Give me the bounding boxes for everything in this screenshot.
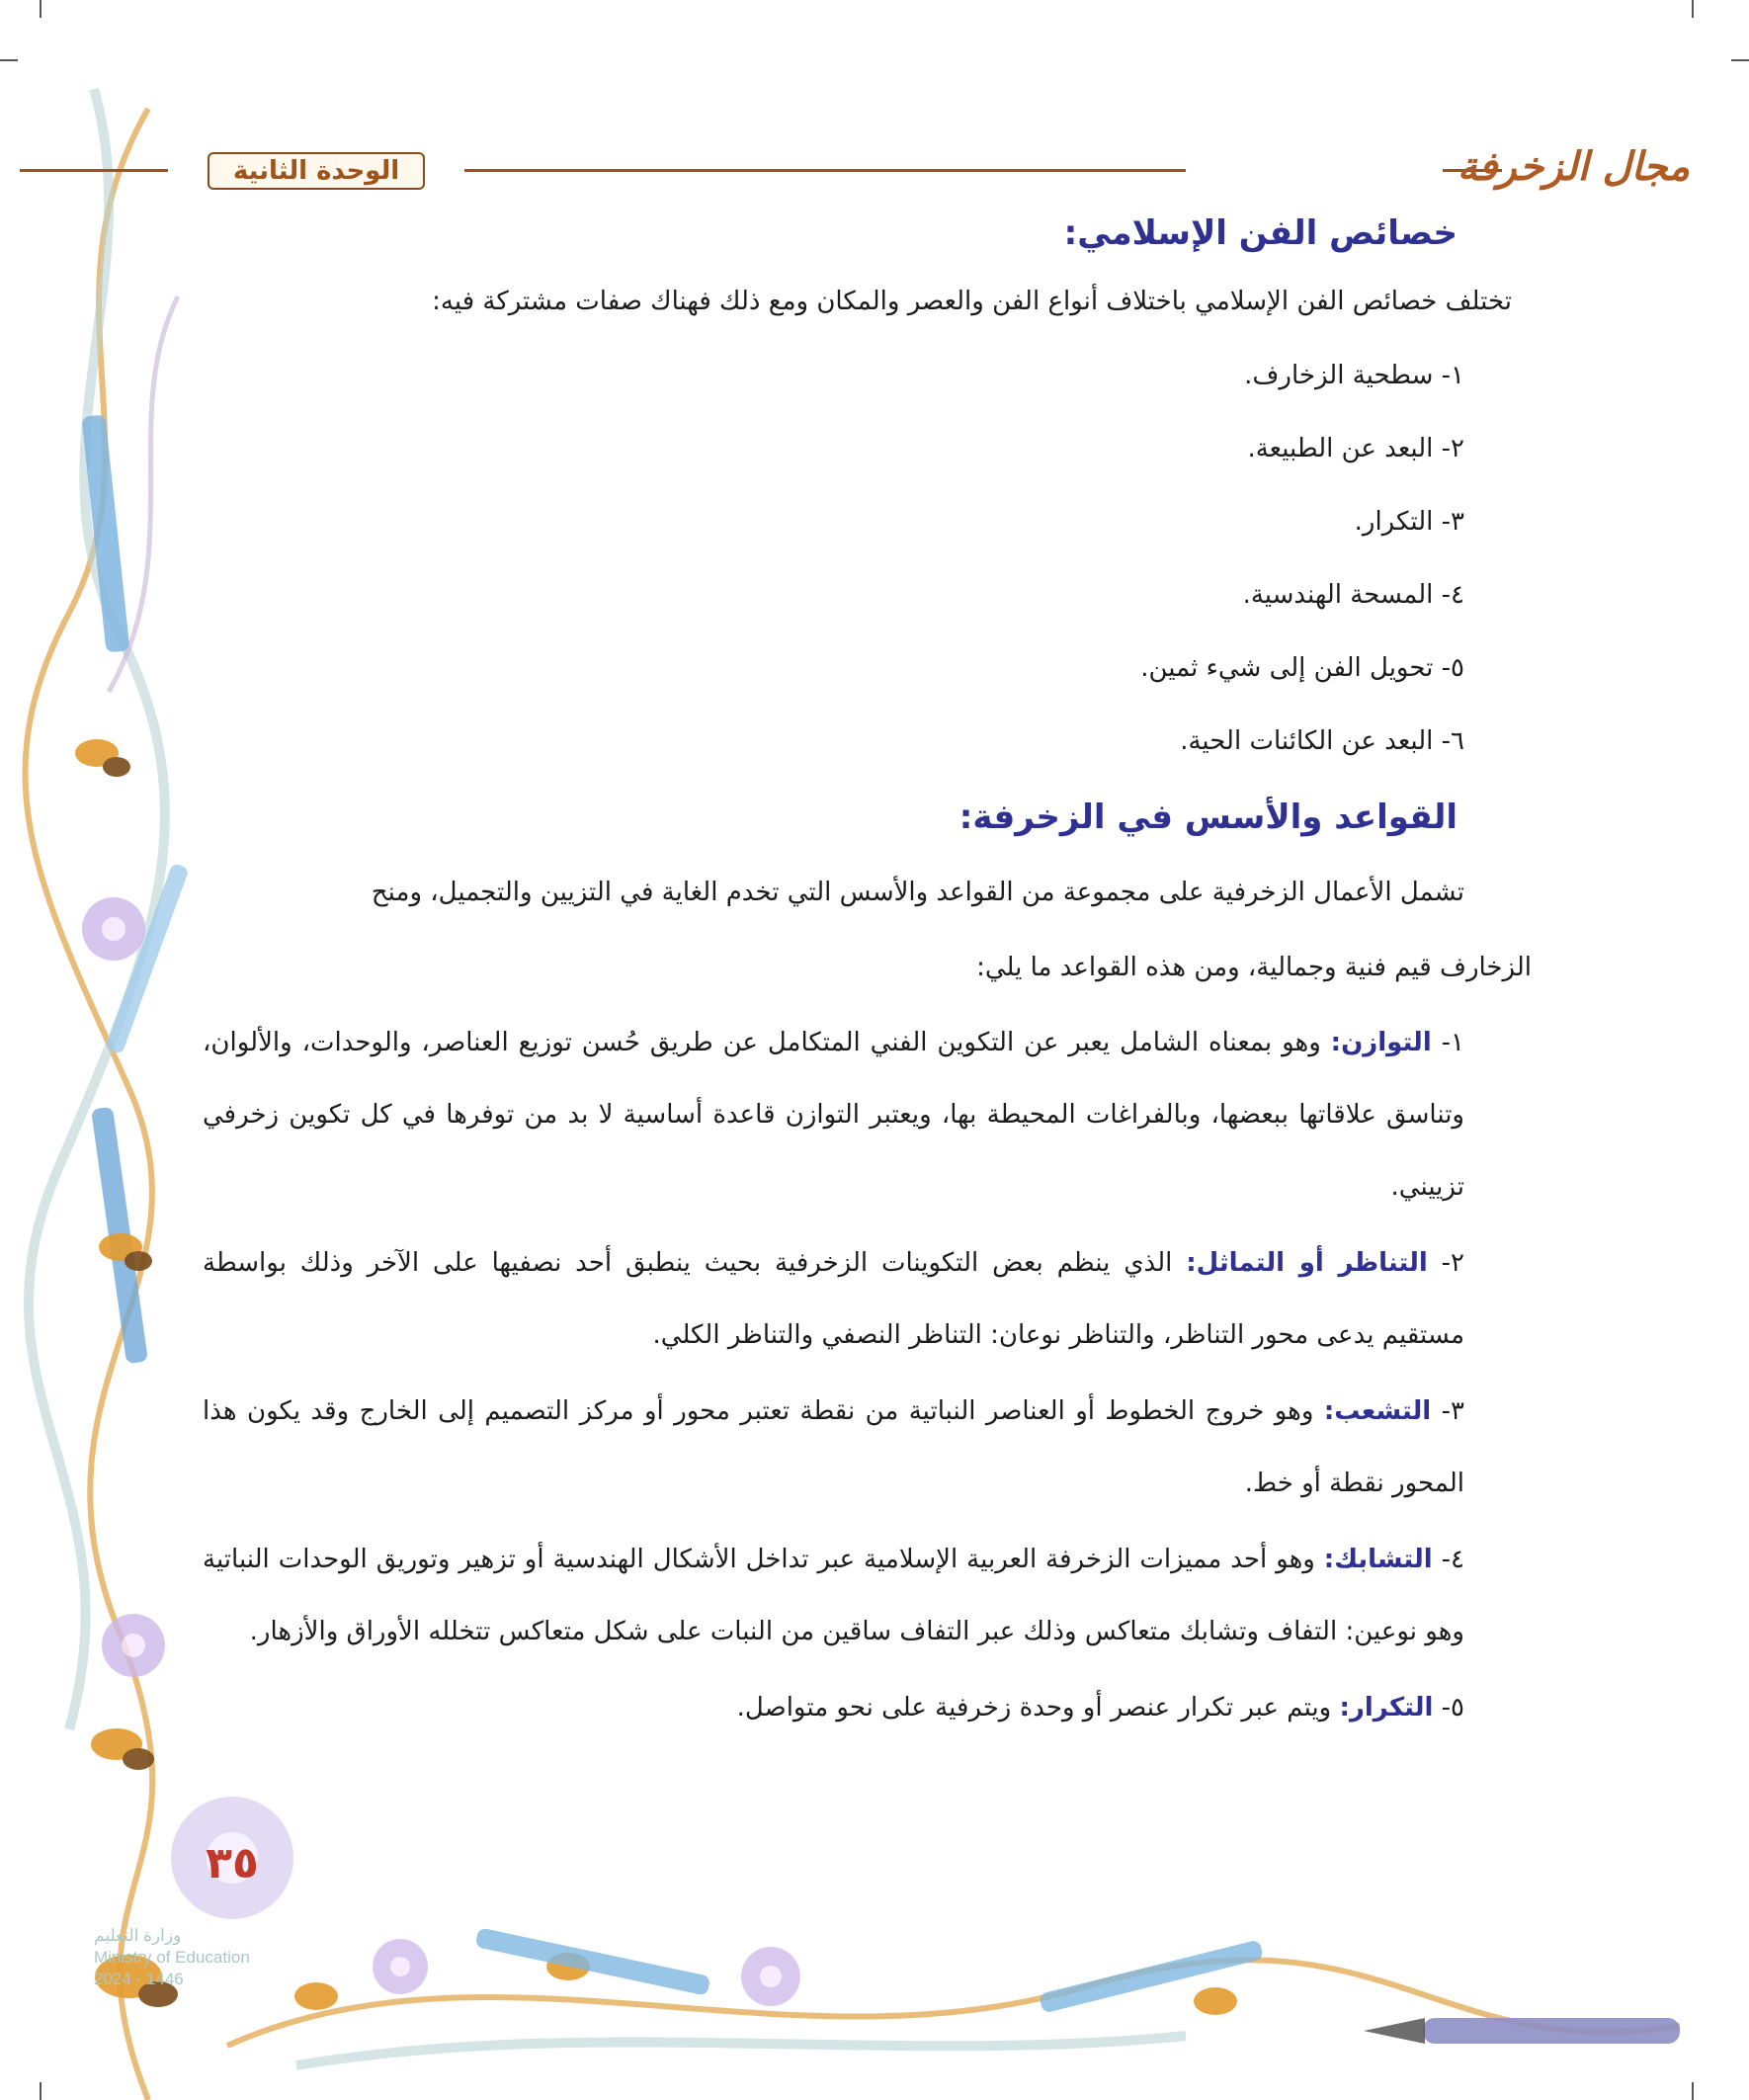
- rule-number: ٢-: [1427, 1248, 1464, 1278]
- rule-text: وهو أحد مميزات الزخرفة العربية الإسلامية عبر تداخل الأشكال الهندسية أو تزهير وتوريق الوحدات النباتية وهو نوعين: التفاف وتشابك متعاكس وذلك عبر التفاف ساقين من النبات على شكل متعاكس تتخلله الأوراق والأزهار.: [203, 1545, 1464, 1646]
- rule-paragraph: [203, 1376, 1532, 1520]
- ministry-logo-text: [94, 1925, 262, 1990]
- characteristics-list: [203, 339, 1532, 778]
- section-intro: تختلف خصائص الفن الإسلامي باختلاف أنواع الفن والعصر والمكان ومع ذلك فهناك صفات مشتركة فيه:: [432, 287, 1512, 316]
- section-title-characteristics: خصائص الفن الإسلامي:: [1063, 213, 1458, 253]
- page-number: ٣٥: [206, 1838, 259, 1889]
- rule-text: ويتم عبر تكرار عنصر أو وحدة زخرفية على نحو متواصل.: [736, 1693, 1340, 1722]
- field-title: مجال الزخرفة: [1457, 144, 1690, 190]
- ministry-english: Ministry of Education: [94, 1948, 250, 1967]
- ministry-arabic: وزارة التعليم: [94, 1926, 182, 1945]
- rule-text: الذي ينظم بعض التكوينات الزخرفية بحيث ينطبق أحد نصفيها على الآخر وذلك بواسطة مستقيم يدعى محور التناظر، والتناظر نوعان: التناظر النصفي والتناظر الكلي.: [203, 1248, 1464, 1350]
- rule-number: ١-: [1431, 1028, 1464, 1057]
- butterfly-icon: [75, 739, 130, 777]
- rule-paragraph: [203, 1672, 1532, 1744]
- list-item: ٥- تحويل الفن إلى شيء ثمين.: [1140, 653, 1464, 683]
- rules-intro-line1: تشمل الأعمال الزخرفية على مجموعة من القواعد والأسس التي تخدم الغاية في التزيين والتجميل، ومنح: [371, 878, 1464, 907]
- list-item: ٣- التكرار.: [1354, 507, 1464, 537]
- header-rule: [20, 169, 168, 172]
- unit-label: الوحدة الثانية: [232, 156, 400, 186]
- unit-badge: [168, 146, 464, 196]
- rule-paragraph: [203, 1227, 1532, 1372]
- rule-term: التكرار:: [1339, 1693, 1434, 1722]
- list-item: ٢- البعد عن الطبيعة.: [1247, 434, 1464, 463]
- list-item: ١- سطحية الزخارف.: [1244, 361, 1464, 390]
- page-content: [203, 203, 1532, 1744]
- flower-icon: [82, 897, 145, 961]
- list-item: ٤- المسحة الهندسية.: [1242, 580, 1464, 610]
- rule-text: وهو بمعناه الشامل يعبر عن التكوين الفني المتكامل عن طريق حُسن توزيع العناصر، والوحدات، والألوان، وتناسق علاقاتها ببعضها، وبالفراغات المحيطة بها، ويعتبر التوازن قاعدة أساسية لا بد من توفرها في كل تكوين زخرفي تزييني.: [203, 1028, 1464, 1202]
- header-rule: [464, 169, 1186, 172]
- rules-intro-line2: الزخارف قيم فنية وجمالية، ومن هذه القواعد ما يلي:: [976, 953, 1532, 982]
- rule-text: وهو خروج الخطوط أو العناصر النباتية من نقطة تعتبر محور أو مركز التصميم إلى الخارج وقد يكون هذا المحور نقطة أو خط.: [203, 1396, 1464, 1498]
- rule-number: ٥-: [1433, 1693, 1464, 1722]
- rule-term: التوازن:: [1330, 1028, 1432, 1057]
- rule-paragraph: [203, 1524, 1532, 1668]
- list-item: ٦- البعد عن الكائنات الحية.: [1180, 726, 1464, 756]
- rule-term: التشابك:: [1323, 1545, 1433, 1574]
- rule-number: ٤-: [1432, 1545, 1464, 1574]
- rule-term: التناظر أو التماثل:: [1186, 1248, 1428, 1278]
- rule-paragraph: [203, 1007, 1532, 1223]
- rule-term: التشعب:: [1323, 1396, 1432, 1426]
- rule-number: ٣-: [1431, 1396, 1464, 1426]
- section-title-rules: القواعد والأسس في الزخرفة:: [958, 798, 1458, 837]
- edition-years: 2024 - 1446: [94, 1970, 184, 1988]
